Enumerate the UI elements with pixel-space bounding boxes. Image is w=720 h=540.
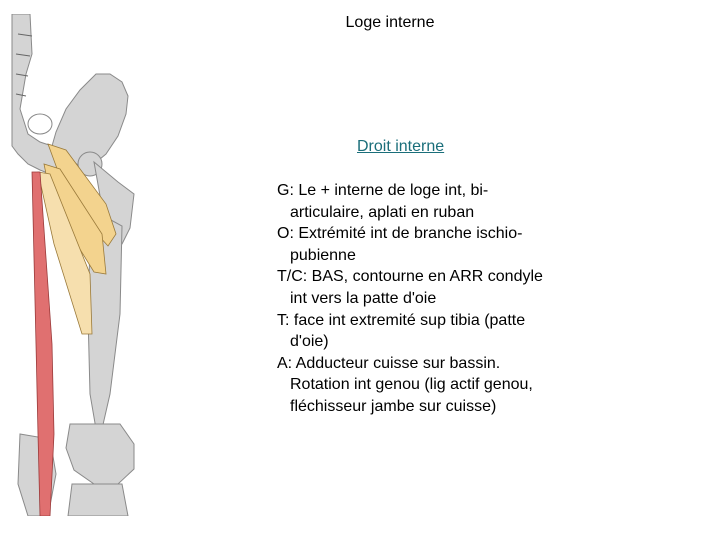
- list-item: T: face int extremité sup tibia (patte d'oie): [277, 311, 526, 351]
- list-item: O: Extrémité int de branche ischio-pubienne: [277, 225, 523, 264]
- list-item: A: Adducteur cuisse sur bassin. Rotation int genou (lig actif genou, fléchisseur jambe sur cuisse): [277, 354, 533, 415]
- list-item: T/C: BAS, contourne en ARR condyle int vers la patte d'oie: [277, 268, 543, 307]
- section-subtitle: Droit interne: [357, 138, 445, 155]
- list-item: G: Le + interne de loge int, bi-articulaire, aplati en ruban: [277, 182, 489, 221]
- page-title: Loge interne: [345, 14, 435, 31]
- thigh-muscles-illustration: [10, 14, 138, 516]
- knee-bones: [18, 424, 134, 516]
- pelvis-bone: [12, 14, 128, 174]
- description-list: [277, 180, 557, 418]
